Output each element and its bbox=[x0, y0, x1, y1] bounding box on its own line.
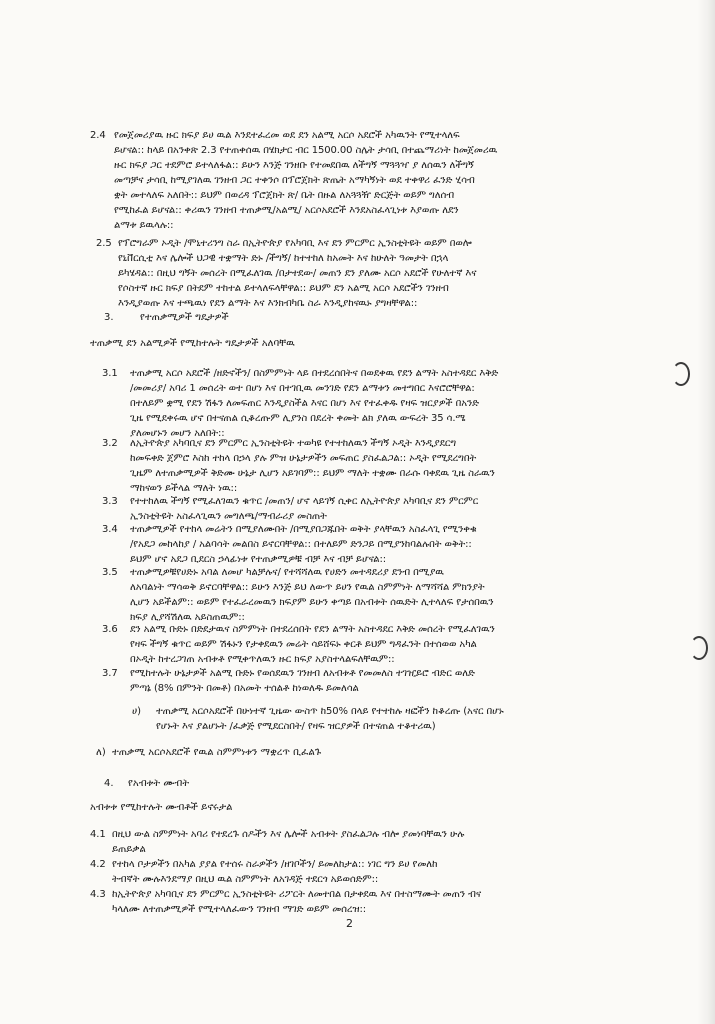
clause-line: ልማቱ ይዉላሉ:: bbox=[114, 220, 174, 231]
clause-body bbox=[112, 857, 680, 887]
clause-line: /መመሪያ/ አባሪ 1 መሰረት ወተ በሆነ እና በተገቢዉ መንገድ የደን ልማቱን መተግበር እናሮሮቸዋል: bbox=[130, 383, 475, 394]
clause-line: ሊሆን አይችልም:: ወይም የተፈራረመዉን ክፍያም ይሁን ቀጣይ በአብቱት ሰዉድት ሊተላለፍ የታሰበዉን bbox=[130, 597, 494, 608]
section-3-number: 3. bbox=[104, 312, 114, 323]
clause-line: እንዲያወጡ እና ተጫዉነ የደን ልማት እና እንክብካቤ ስራ እንዲያከናዉኑ ያግዛቸዋል:: bbox=[118, 298, 418, 309]
clause-number: 3.3 bbox=[102, 496, 118, 507]
clause-line: /የአደጋ መከላከያ / አልባሳት መልበስ ይኖርባቸዋል:: በተለይም ድንጋይ በሚያንከባልሉበት ወቅት:: bbox=[130, 539, 472, 550]
clause-line: ተጠቃሚ አርሶአደሮች በሁነተኛ ጊዜው ውስጥ ከ50% በላይ የተተከሉ ዛፎችን ከቆረጡ (አናር በሆኑ bbox=[156, 706, 504, 717]
clause-line: ማከናወን ይችላል ማለት ነዉ:: bbox=[130, 483, 238, 494]
clause-body bbox=[118, 236, 675, 311]
clause-line: ኢንስቲትዩት አስፈላጊዉን መግለጫ/ማብራሪያ መስጠት bbox=[130, 511, 327, 522]
clause-line: ከኢትዮጵያ አካባቢና ደን ምርምር ኢንስቲትዩት ሪፖርት ለመተበል በታቀደዉ እና በተስማሙት መጠን ብና bbox=[112, 889, 482, 900]
clause-line: ይጠይቃል bbox=[112, 844, 146, 855]
clause-number: 4.3 bbox=[90, 889, 106, 900]
clause-line: የኒቨርሲቲ እና ሌሎች ህጋዊ ተቋማት ድኑ /ችግኝ/ ከተተከለ ከአመት እና ከሁለት ዓመታት በኋላ bbox=[118, 253, 449, 264]
clause-line: የተተከለዉ ችግኝ የሚፈለገዉን ቁጥር /መጠን/ ሆኖ ላይገኝ ሲቀር ለኢትዮጵያ አካባቢና ደን ምርምር bbox=[130, 496, 479, 507]
clause-body bbox=[112, 827, 680, 857]
clause-line: ተጠቃሚ አርሶ አደሮች /ዘድኖችን/ በስምምነት ላይ በተደረሰበትና በወደቀዉ የደን ልማት አስተዳደር እቅድ bbox=[130, 368, 499, 379]
clause-line: ጊዜ የሚደቀሩዉ ሆኖ በተናጠል ሲቆረጡም ሊያንስ በደረት ቀመት ልክ ያለዉ ውፍረት 35 ሳ.ሜ bbox=[130, 413, 466, 424]
clause-number: 2.4 bbox=[90, 130, 106, 141]
clause-body bbox=[130, 565, 678, 625]
clause-number: 4.2 bbox=[90, 859, 106, 870]
clause-line: የፕሮግራም ኦዲት /ሞኒተሪንግ ስራ በኢትዮጵያ የአካባቢ እና ደን ምርምር ኢንስቲትዩት ወይም በወሎ bbox=[118, 238, 472, 249]
clause-number: 3.5 bbox=[102, 567, 118, 578]
clause-lettered-le-text: ተጠቃሚ አርሶአደሮች የዉል ስምምነቱን ማቋረጥ ቢፈልጉ bbox=[112, 747, 322, 758]
clause-line: መጣቻና ታሳቢ ከሚያገለዉ ገንዘብ ጋር ተቀንሶ በፕሮጀክት ጽጤት አማካኝነት ወደ ተቀዋሪ ፈንድ ሂሳብ bbox=[114, 175, 475, 186]
clause-number: 3.4 bbox=[102, 524, 118, 535]
clause-number: 3.1 bbox=[102, 368, 118, 379]
clause-line: ይህም ሆኖ አደጋ ቢደርስ ኃላፊነቱ የተጠቃሚዎቹ ብቻ እና ብቻ ይሆናል:: bbox=[130, 554, 386, 565]
clause-line: የሚከተሉት ሁኔታዎች አልሚ ቡድኑ የወሰደዉን ገንዘብ ለአብቱቶ የመመለስ ተገዢይሮ ብድር ወለድ bbox=[130, 668, 475, 679]
clause-line: ካላለሙ ለተጠቃሚዎች የሚተላለፈውን ገንዘብ ማገድ ወይም መሰረዝ:: bbox=[112, 904, 367, 915]
clause-body bbox=[114, 128, 675, 233]
clause-line: ጊዜም ለተጠቃሚዎች ቅድሙ ሁኔታ ሊሆን አይገባም:: ይህም ማለት ተቋሙ በራሱ ባቀደዉ ጊዜ ስራዉን bbox=[130, 468, 495, 479]
clause-marker: ሀ) bbox=[132, 706, 141, 717]
clause-line: ይሆናል:: ከላይ በአንቀጽ 2.3 የተጠቀሰዉ በሄክታር ብር 1500.00 ስሌት ታሳቢ በተጨማሪነት ከመጀመሪዉ bbox=[114, 145, 498, 156]
clause-body bbox=[130, 494, 678, 524]
page-edge-shadow bbox=[697, 0, 715, 1024]
clause-number: 2.5 bbox=[96, 238, 112, 249]
clause-line: ዙር ክፍያ ጋር ተደምሮ ይተላለፋል:: ይሁን እንጅ ገንዘቡ የተመደበዉ ለችግኝ ማጓጓዣ ያ ለሰዉን ለችግኝ bbox=[114, 160, 474, 171]
punch-hole-mark-bottom bbox=[690, 636, 708, 660]
clause-line: ለአባልነት ማሳወቅ ይኖርባቸዋል:: ይሁን እንጅ ይህ ለውጥ ይሀን የዉል ስምምነት ለማሻሻል ምክንያት bbox=[130, 582, 485, 593]
section-3-intro: ተጠቃሚ ደን አልሚዎች የሚከተሉት ግዴታዎች አለባቸዉ bbox=[90, 338, 295, 349]
clause-line: ለኢትዮጵያ አካባቢና ደን ምርምር ኢንስቲትዩት ተወካዩ የተተከለዉን ችግኝ ኦዲት እንዲያደርግ bbox=[130, 438, 457, 449]
clause-line: የሆኑት እና ያልሆኑት /ፈቃጅ የሚደርስበት/ የዛፍ ዝርያዎች በተናጠል ተቆተሪዉ) bbox=[156, 721, 436, 732]
clause-line: ትብኛት ሙሉእንደማያ በዚህ ዉል ስምምነት ለአገዳጅ ተደርጎ አይወሰድም:: bbox=[112, 874, 379, 885]
clause-body bbox=[130, 366, 678, 441]
clause-line: ምጣኔ (8% በምንት በመቶ) በአመት ተሰልቶ ከነወለዱ ይመለሳል bbox=[130, 683, 359, 694]
clause-body bbox=[130, 622, 678, 667]
clause-body bbox=[112, 887, 680, 917]
clause-number: 3.7 bbox=[102, 668, 118, 679]
clause-body bbox=[156, 704, 678, 734]
clause-line: ያለመሆኑን መሆን አለበት:: bbox=[130, 428, 225, 439]
clause-line: የሶስተኛ ዙር ክፍያ በትደም ተከተል ይተላለፍላቸዋል:: ይህም ደን አልሚ አርሶ አደሮችን ገንዘብ bbox=[118, 283, 449, 294]
clause-line: ክፍያ ሊያሻሽለዉ አይስጠዉም:: bbox=[130, 612, 245, 623]
clause-number: 3.6 bbox=[102, 624, 118, 635]
section-4-number: 4. bbox=[104, 778, 114, 789]
clause-line: የዛፍ ችግኝ ቁጥር ወይም ሽፋኑን የታቀደዉን መሬት ሳይሸፍኑ ቀርቶ ይህም ግዳፈንት በተሰወወ አካል bbox=[130, 639, 477, 650]
clause-line: በተለይም ቋሚ የደን ሽፋን ለመፍጠር እንዲያስችል እናር በሆነ እና የተፈቀዱ የዛፍ ዝርያዎች በአንድ bbox=[130, 398, 479, 409]
clause-line: ቋት መተላለፍ አለበት:: ይህም በወረዳ ፕሮጀክት ጽ/ ቤት በዙል ለአጓጓዥ ድርጅት ወይም ግለሰብ bbox=[114, 190, 455, 201]
clause-line: የመጀመሪያዉ ዙር ክፍያ ይሀ ዉል እንደተፈረመ ወደ ደን አልሚ አርሶ አደሮች አካዉንት የሚተላለፍ bbox=[114, 130, 460, 141]
clause-line: በዚህ ውል ስምምነት አባሪ የተደረጉ ሰዶችን እና ሌሎች አብቱት ያስፈልጋሉ ብሎ ያመነባቸዉን ሁሉ bbox=[112, 829, 465, 840]
section-4-title: የአብቱት ሙብት bbox=[128, 778, 190, 789]
clause-line: ከመፍቀድ ጀምሮ እስከ ተከላ በኃላ ያሉ ምዝ ሁኔታዎችን መፍጠር ያስፈልጋል:: ኦዲት የሚደረግበት bbox=[130, 453, 477, 464]
page-number: 2 bbox=[346, 917, 353, 930]
clause-line: ደን አልሚ ቡድኑ በድደታዉና ስምምነት በተደረሰበት የደን ልማት አስተዳደር እቅድ መሰረት የሚፈለገዉን bbox=[130, 624, 495, 635]
clause-body bbox=[130, 666, 678, 696]
clause-line: ተጠቃሚዎች የተከላ መሬትን በሚያለሙበት /በሚያበጋጁበት ወቅት ያላቸዉን አስፈላጊ የሚንቀቁ bbox=[130, 524, 477, 535]
section-3-title: የተጠቃሚዎች ግዴታዎች bbox=[140, 312, 229, 323]
clause-body bbox=[130, 436, 678, 496]
clause-lettered-le-marker: ለ) bbox=[96, 747, 106, 758]
clause-line: ይካሄዳል:: በዚህ ግኝት መሰረት በሚፈለገዉ /በታተደው/ መጠን ደን ያለሙ አርሶ አደሮች የሁለተኛ እና bbox=[118, 268, 477, 279]
section-4-intro: አብቱቱ የሚከተሉት ሙብቶች ይኖሩታል bbox=[90, 802, 233, 813]
clause-line: በኦዲት ከተረጋገጠ አብቱቶ የሚቀጥለዉን ዙር ክፍያ አያስተላልፍለቸዉም:: bbox=[130, 654, 395, 665]
clause-number: 3.2 bbox=[102, 438, 118, 449]
clause-number: 4.1 bbox=[90, 829, 106, 840]
clause-line: የሚከፈል ይሆናል:: ቀሪዉን ገንዘብ ተጠቃሚ/አልሚ/ አርሶአደሮች እንደአስፈላጊነቱ እያወጡ ለደን bbox=[114, 205, 459, 216]
clause-line: የተከላ ቦታዎችን በአካል ያያል የተሰሩ ስራዎችን /ዘገቦችን/ ይመለከታል:: ነገር ግን ይሀ የመለከ bbox=[112, 859, 438, 870]
clause-line: ተጠቃሚዎቹየሀድኑ አባል ለመሆ ካልቻሉና/ የተሻሻለዉ የሀድን መተዳደሪያ ደንብ በሚያዉ bbox=[130, 567, 444, 578]
clause-body bbox=[130, 522, 678, 567]
